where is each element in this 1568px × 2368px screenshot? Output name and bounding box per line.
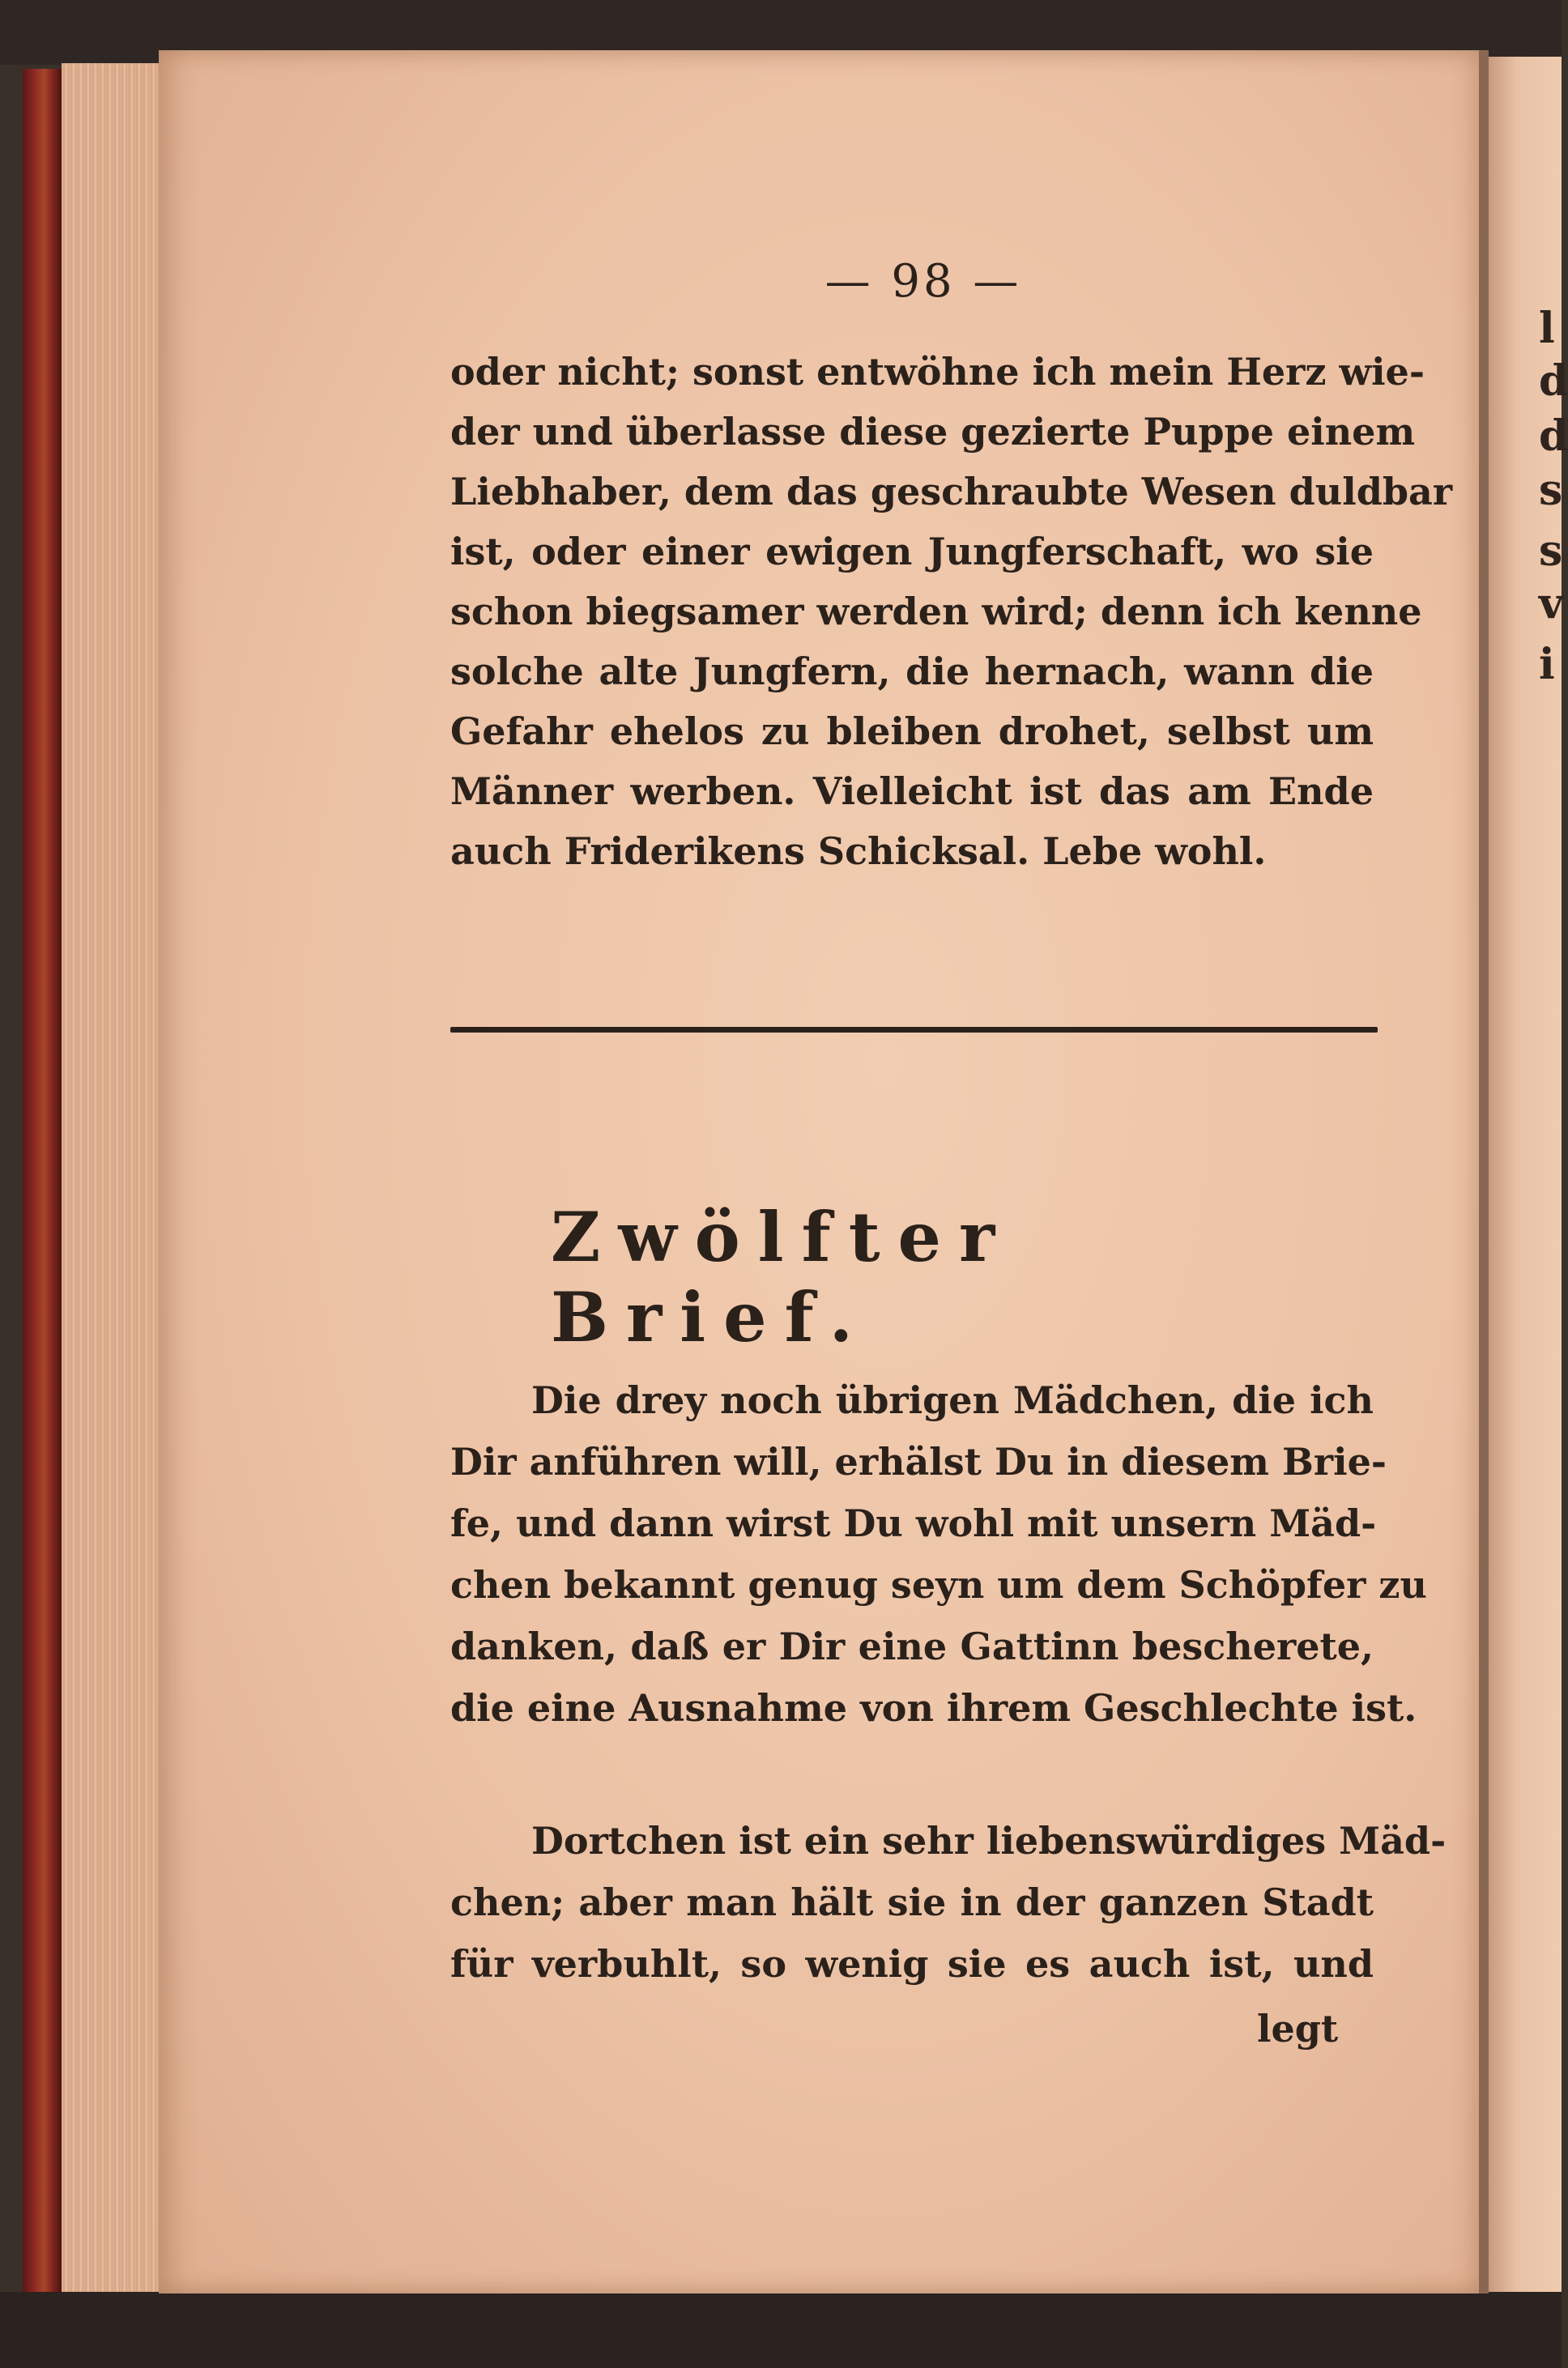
text-line: chen; aber man hält sie in der ganzen Stadt (450, 1880, 1374, 1924)
right-page-fragment: v (1539, 579, 1564, 628)
section-divider (450, 1027, 1378, 1033)
text-line: ist, oder einer ewigen Jungferschaft, wo sie (450, 530, 1374, 573)
catchword: legt (1257, 2007, 1339, 2051)
text-line: fe, und dann wirst Du wohl mit unsern Mäd- (450, 1501, 1377, 1545)
text-line: danken, daß er Dir eine Gattinn bescherete, (450, 1625, 1374, 1668)
text-line: Die drey noch übrigen Mädchen, die ich (531, 1378, 1374, 1422)
text-line: auch Friderikens Schicksal. Lebe wohl. (450, 829, 1267, 873)
text-line: für verbuhlt, so wenig sie es auch ist, und (450, 1942, 1374, 1986)
right-page-fragment: s (1539, 526, 1563, 576)
text-line: chen bekannt genug seyn um dem Schöpfer zu (450, 1563, 1427, 1607)
text-line: der und überlasse diese gezierte Puppe einem (450, 410, 1416, 454)
background-bottom (0, 2292, 1562, 2368)
text-line: schon biegsamer werden wird; denn ich kenne (450, 590, 1422, 633)
text-line: Dir anführen will, erhälst Du in diesem Brie- (450, 1440, 1387, 1484)
text-line: Männer werben. Vielleicht ist das am Ende (450, 769, 1374, 813)
text-line: Gefahr ehelos zu bleiben drohet, selbst um (450, 709, 1374, 753)
right-page-fragment: s (1539, 466, 1563, 515)
text-line: solche alte Jungfern, die hernach, wann die (450, 649, 1374, 693)
text-line: die eine Ausnahme von ihrem Geschlechte ist. (450, 1686, 1417, 1730)
text-line: Liebhaber, dem das geschraubte Wesen duldbar (450, 470, 1453, 513)
right-page-fragment: i (1539, 640, 1555, 689)
text-line: oder nicht; sonst entwöhne ich mein Herz wie- (450, 350, 1425, 394)
page-number: — 98 — (824, 255, 1022, 308)
book-cover-edge (23, 69, 62, 2292)
chapter-heading: Zwölfter Brief. (551, 1197, 1013, 1357)
right-page-fragment: l (1539, 304, 1555, 353)
right-page-fragment: d (1539, 411, 1568, 461)
text-line: Dortchen ist ein sehr liebenswürdiges Mäd- (531, 1819, 1447, 1863)
book-gutter (1479, 50, 1489, 2293)
page-edges (62, 63, 159, 2292)
right-page-fragment: d (1539, 356, 1568, 406)
